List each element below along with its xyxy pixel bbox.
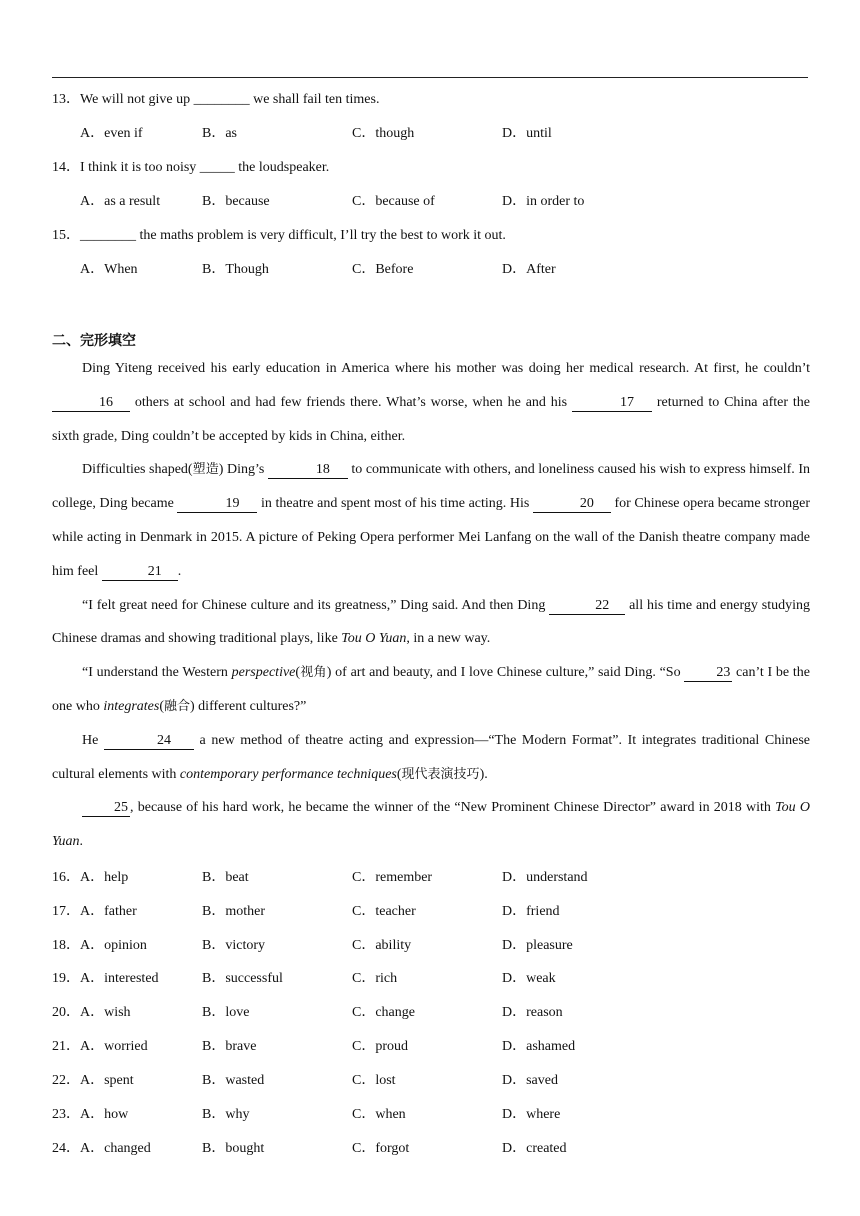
options-19 xyxy=(52,967,772,987)
option-c[interactable]: C．remember xyxy=(352,870,433,885)
option-a[interactable]: A．how xyxy=(80,1107,129,1122)
option-a[interactable]: A．When xyxy=(80,262,138,277)
question-number: 22． xyxy=(52,1073,80,1088)
option-b[interactable]: B．successful xyxy=(202,971,283,986)
passage-paragraph-5: He 24 a new method of theatre acting and expression—“The Modern Format”. It integrates traditional Chinese cultural elements with contemporary performance techniques(现代表演技巧). xyxy=(52,732,810,782)
question-13 xyxy=(52,88,379,108)
question-blank: _____ xyxy=(199,160,235,175)
options-23 xyxy=(52,1103,772,1123)
option-c[interactable]: C．ability xyxy=(352,938,412,953)
option-d[interactable]: D．ashamed xyxy=(502,1039,576,1054)
option-b[interactable]: B．brave xyxy=(202,1039,257,1054)
option-a[interactable]: A．father xyxy=(80,904,137,919)
option-c[interactable]: C．teacher xyxy=(352,904,416,919)
options-20 xyxy=(52,1001,772,1021)
option-d[interactable]: D．pleasure xyxy=(502,938,573,953)
question-text: 14．I think it is too noisy xyxy=(52,160,200,175)
option-d[interactable]: D．saved xyxy=(502,1073,558,1088)
option-a[interactable]: A．interested xyxy=(80,971,159,986)
option-b[interactable]: B．why xyxy=(202,1107,250,1122)
question-number: 17． xyxy=(52,904,80,919)
options-15 xyxy=(80,258,780,278)
option-b[interactable]: B．bought xyxy=(202,1141,265,1156)
option-d[interactable]: D．created xyxy=(502,1141,567,1156)
question-number: 23． xyxy=(52,1107,80,1122)
options-24 xyxy=(52,1137,772,1157)
option-d[interactable]: D．friend xyxy=(502,904,560,919)
options-21 xyxy=(52,1035,772,1055)
option-a[interactable]: A．even if xyxy=(80,126,143,141)
question-14 xyxy=(52,156,329,176)
option-b[interactable]: B．because xyxy=(202,194,270,209)
option-d[interactable]: D．where xyxy=(502,1107,561,1122)
option-d[interactable]: D．weak xyxy=(502,971,556,986)
option-b[interactable]: B．love xyxy=(202,1005,250,1020)
blank-19[interactable]: 19 xyxy=(177,496,257,513)
passage-paragraph-2: Difficulties shaped(塑造) Ding’s 18 to communicate with others, and loneliness caused his wish to express himself. In college, Ding became 19 in theatre and spent most of his time acting. His 20 for Chinese opera became stronger while acting in Denmark in 2015. A picture of Peking Opera performer Mei Lanfang on the wall of the Danish theatre company made him feel 21 . xyxy=(52,462,811,579)
question-number: 16． xyxy=(52,870,80,885)
blank-23[interactable]: 23 xyxy=(684,665,732,682)
option-a[interactable]: A．worried xyxy=(80,1039,148,1054)
option-a[interactable]: A．as a result xyxy=(80,194,161,209)
option-a[interactable]: A．changed xyxy=(80,1141,151,1156)
option-b[interactable]: B．as xyxy=(202,126,237,141)
question-text: the loudspeaker. xyxy=(234,160,330,175)
option-b[interactable]: B．mother xyxy=(202,904,265,919)
option-b[interactable]: B．victory xyxy=(202,938,265,953)
blank-24[interactable]: 24 xyxy=(104,733,194,750)
option-a[interactable]: A．opinion xyxy=(80,938,147,953)
option-c[interactable]: C．forgot xyxy=(352,1141,410,1156)
blank-20[interactable]: 20 xyxy=(533,496,611,513)
option-a[interactable]: A．wish xyxy=(80,1005,131,1020)
header-rule xyxy=(52,77,808,78)
passage-paragraph-3: “I felt great need for Chinese culture and its greatness,” Ding said. And then Ding 22 all his time and energy studying Chinese dramas and showing traditional plays, like Tou O Yuan, in a new way. xyxy=(52,597,810,647)
question-text: 15． xyxy=(52,228,80,243)
option-a[interactable]: A．help xyxy=(80,870,129,885)
question-blank: ________ xyxy=(80,228,136,243)
option-d[interactable]: D．After xyxy=(502,262,556,277)
question-number: 19． xyxy=(52,971,80,986)
question-text: the maths problem is very difficult, I’ll try the best to work it out. xyxy=(136,228,506,243)
option-c[interactable]: C．because of xyxy=(352,194,435,209)
option-d[interactable]: D．understand xyxy=(502,870,588,885)
question-15 xyxy=(52,224,506,244)
question-number: 18． xyxy=(52,938,80,953)
blank-21[interactable]: 21 xyxy=(102,564,178,581)
passage-paragraph-1: Ding Yiteng received his early education in America where his mother was doing her medical research. At first, he couldn’t 16 others at school and had few friends there. What’s worse, when he and his 17 returned to China after the sixth grade, Ding couldn’t be accepted by kids in China, either. xyxy=(52,361,810,444)
question-blank: ________ xyxy=(193,92,250,107)
options-18 xyxy=(52,934,772,954)
option-c[interactable]: C．Before xyxy=(352,262,414,277)
question-text: 13．We will not give up xyxy=(52,92,194,107)
option-b[interactable]: B．beat xyxy=(202,870,249,885)
option-d[interactable]: D．reason xyxy=(502,1005,563,1020)
blank-25[interactable]: 25 xyxy=(82,800,130,817)
option-c[interactable]: C．though xyxy=(352,126,415,141)
option-c[interactable]: C．rich xyxy=(352,971,398,986)
blank-16[interactable]: 16 xyxy=(52,395,130,412)
blank-22[interactable]: 22 xyxy=(549,598,625,615)
question-number: 21． xyxy=(52,1039,80,1054)
option-b[interactable]: B．Though xyxy=(202,262,269,277)
section-title: 二、完形填空 xyxy=(52,333,136,349)
options-14 xyxy=(80,190,780,210)
options-13 xyxy=(80,122,780,142)
option-d[interactable]: D．in order to xyxy=(502,194,585,209)
passage-paragraph-4: “I understand the Western perspective(视角) of art and beauty, and I love Chinese culture,” said Ding. “So 23 can’t I be the one who integrates(融合) different cultures?” xyxy=(52,665,810,714)
question-number: 24． xyxy=(52,1141,80,1156)
question-number: 20． xyxy=(52,1005,80,1020)
options-22 xyxy=(52,1069,772,1089)
option-c[interactable]: C．lost xyxy=(352,1073,396,1088)
blank-18[interactable]: 18 xyxy=(268,462,348,479)
option-d[interactable]: D．until xyxy=(502,126,552,141)
blank-17[interactable]: 17 xyxy=(572,395,652,412)
option-c[interactable]: C．change xyxy=(352,1005,415,1020)
question-text: we shall fail ten times. xyxy=(249,92,380,107)
option-c[interactable]: C．when xyxy=(352,1107,406,1122)
passage-paragraph-6: 25 , because of his hard work, he became the winner of the “New Prominent Chinese Director” award in 2018 with Tou O Yuan. xyxy=(52,800,810,850)
options-16 xyxy=(52,866,772,886)
option-a[interactable]: A．spent xyxy=(80,1073,134,1088)
option-b[interactable]: B．wasted xyxy=(202,1073,265,1088)
options-17 xyxy=(52,900,772,920)
cloze-passage xyxy=(52,352,810,859)
option-c[interactable]: C．proud xyxy=(352,1039,408,1054)
